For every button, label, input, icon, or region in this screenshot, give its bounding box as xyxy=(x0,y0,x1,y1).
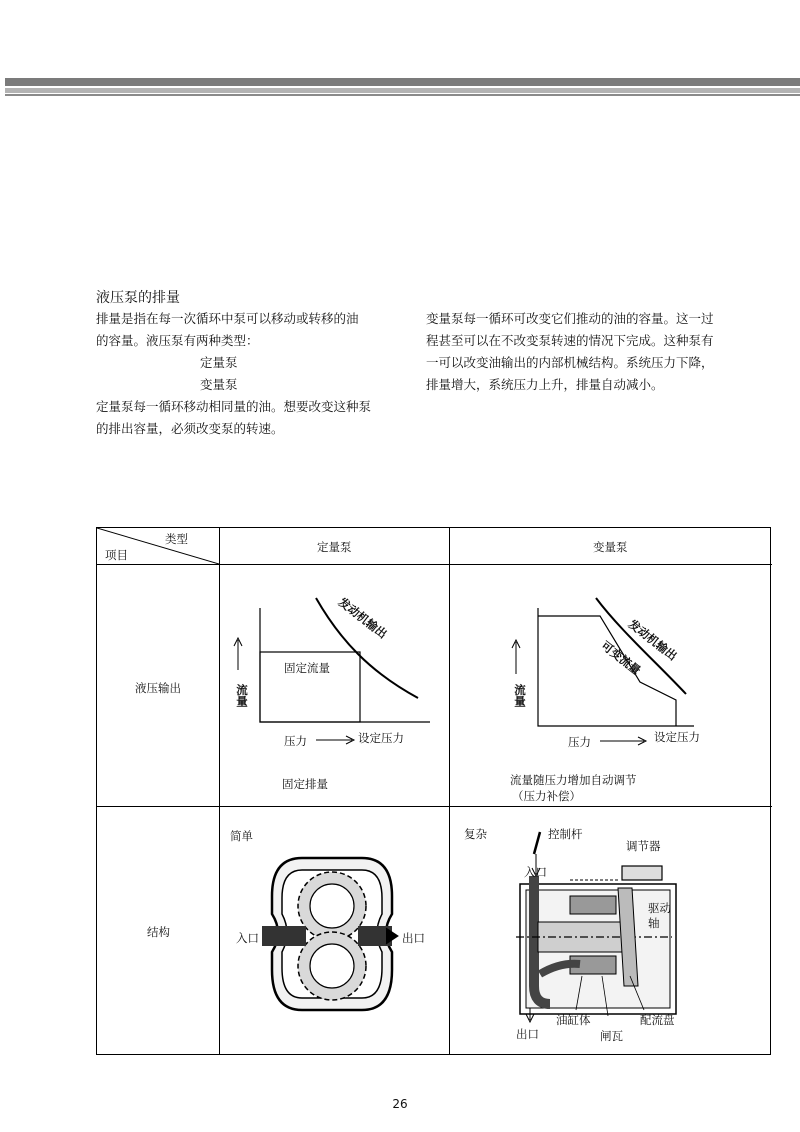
left-line-1: 排量是指在每一次循环中泵可以移动或转移的油 xyxy=(96,311,359,326)
variable-chart-caption-1: 流量随压力增加自动调节 xyxy=(510,773,637,787)
fixed-chart-caption: 固定排量 xyxy=(282,777,328,791)
variable-curve-label-2: 可变流量 xyxy=(598,638,644,678)
left-line-6: 的排出容量，必须改变泵的转速。 xyxy=(96,421,284,436)
simple-outlet-label: 出口 xyxy=(402,931,425,945)
fixed-y-label: 流量 xyxy=(235,684,249,707)
left-line-2: 的容量。液压泵有两种类型： xyxy=(96,333,259,348)
variable-x-arrow xyxy=(600,735,648,747)
variable-chart-caption-2: （压力补偿） xyxy=(512,789,581,803)
simple-inlet-label: 入口 xyxy=(236,931,259,945)
complex-outlet-label: 出口 xyxy=(516,1027,539,1041)
right-line-1: 变量泵每一循环可改变它们推动的油的容量。这一过 xyxy=(426,311,714,326)
complex-label: 复杂 xyxy=(464,827,487,841)
complex-inlet-label: 入口 xyxy=(524,865,547,879)
right-column xyxy=(426,308,756,396)
drive-shaft-label-1: 驱动 xyxy=(648,901,671,915)
fixed-pump-chart xyxy=(230,590,440,730)
col-header-variable: 变量泵 xyxy=(593,540,628,554)
fixed-x-label-2: 设定压力 xyxy=(358,731,404,745)
regulator-label: 调节器 xyxy=(626,839,661,853)
table-header-rule xyxy=(97,564,772,565)
variable-pump-chart xyxy=(508,590,708,730)
table-col-divider-2 xyxy=(449,528,450,1055)
pump-type-variable: 变量泵 xyxy=(200,377,238,392)
control-lever-label: 控制杆 xyxy=(548,827,583,841)
shoe-label: 闸瓦 xyxy=(600,1029,623,1043)
table-col-divider-1 xyxy=(219,528,220,1055)
variable-curve-label: 发动机输出 xyxy=(625,616,680,664)
section-title: 液压泵的排量 xyxy=(96,290,180,306)
header-bar-light xyxy=(5,88,800,93)
variable-x-label: 压力 xyxy=(568,735,591,749)
drive-shaft-label-2: 轴 xyxy=(648,916,660,930)
right-line-2: 程甚至可以在不改变泵转速的情况下完成。这种泵有 xyxy=(426,333,714,348)
fixed-x-label: 压力 xyxy=(284,734,307,748)
right-line-4: 排量增大，系统压力上升，排量自动减小。 xyxy=(426,377,664,392)
header-bar-line xyxy=(5,94,800,96)
left-column xyxy=(96,308,416,440)
valve-plate-label: 配流盘 xyxy=(640,1013,675,1027)
fixed-box-label: 固定流量 xyxy=(284,661,330,675)
pump-type-fixed: 定量泵 xyxy=(200,355,238,370)
corner-type-label: 类型 xyxy=(165,532,188,546)
left-line-5: 定量泵每一循环移动相同量的油。想要改变这种泵 xyxy=(96,399,372,414)
fixed-x-arrow xyxy=(316,734,356,746)
variable-x-label-2: 设定压力 xyxy=(654,730,700,744)
table-row-rule xyxy=(97,806,772,807)
right-line-3: 一可以改变油输出的内部机械结构。系统压力下降， xyxy=(426,355,714,370)
header-bar-dark xyxy=(5,78,800,86)
gear-pump-diagram xyxy=(262,848,402,1018)
cylinder-label: 油缸体 xyxy=(556,1013,591,1027)
fixed-curve-label: 发动机输出 xyxy=(335,594,390,642)
page-number: 26 xyxy=(392,1097,408,1111)
corner-item-label: 项目 xyxy=(105,548,128,562)
row-header-output: 液压输出 xyxy=(135,681,181,695)
simple-label: 简单 xyxy=(230,829,253,843)
row-header-structure: 结构 xyxy=(147,925,170,939)
col-header-fixed: 定量泵 xyxy=(317,540,352,554)
variable-y-label: 流量 xyxy=(513,684,527,707)
